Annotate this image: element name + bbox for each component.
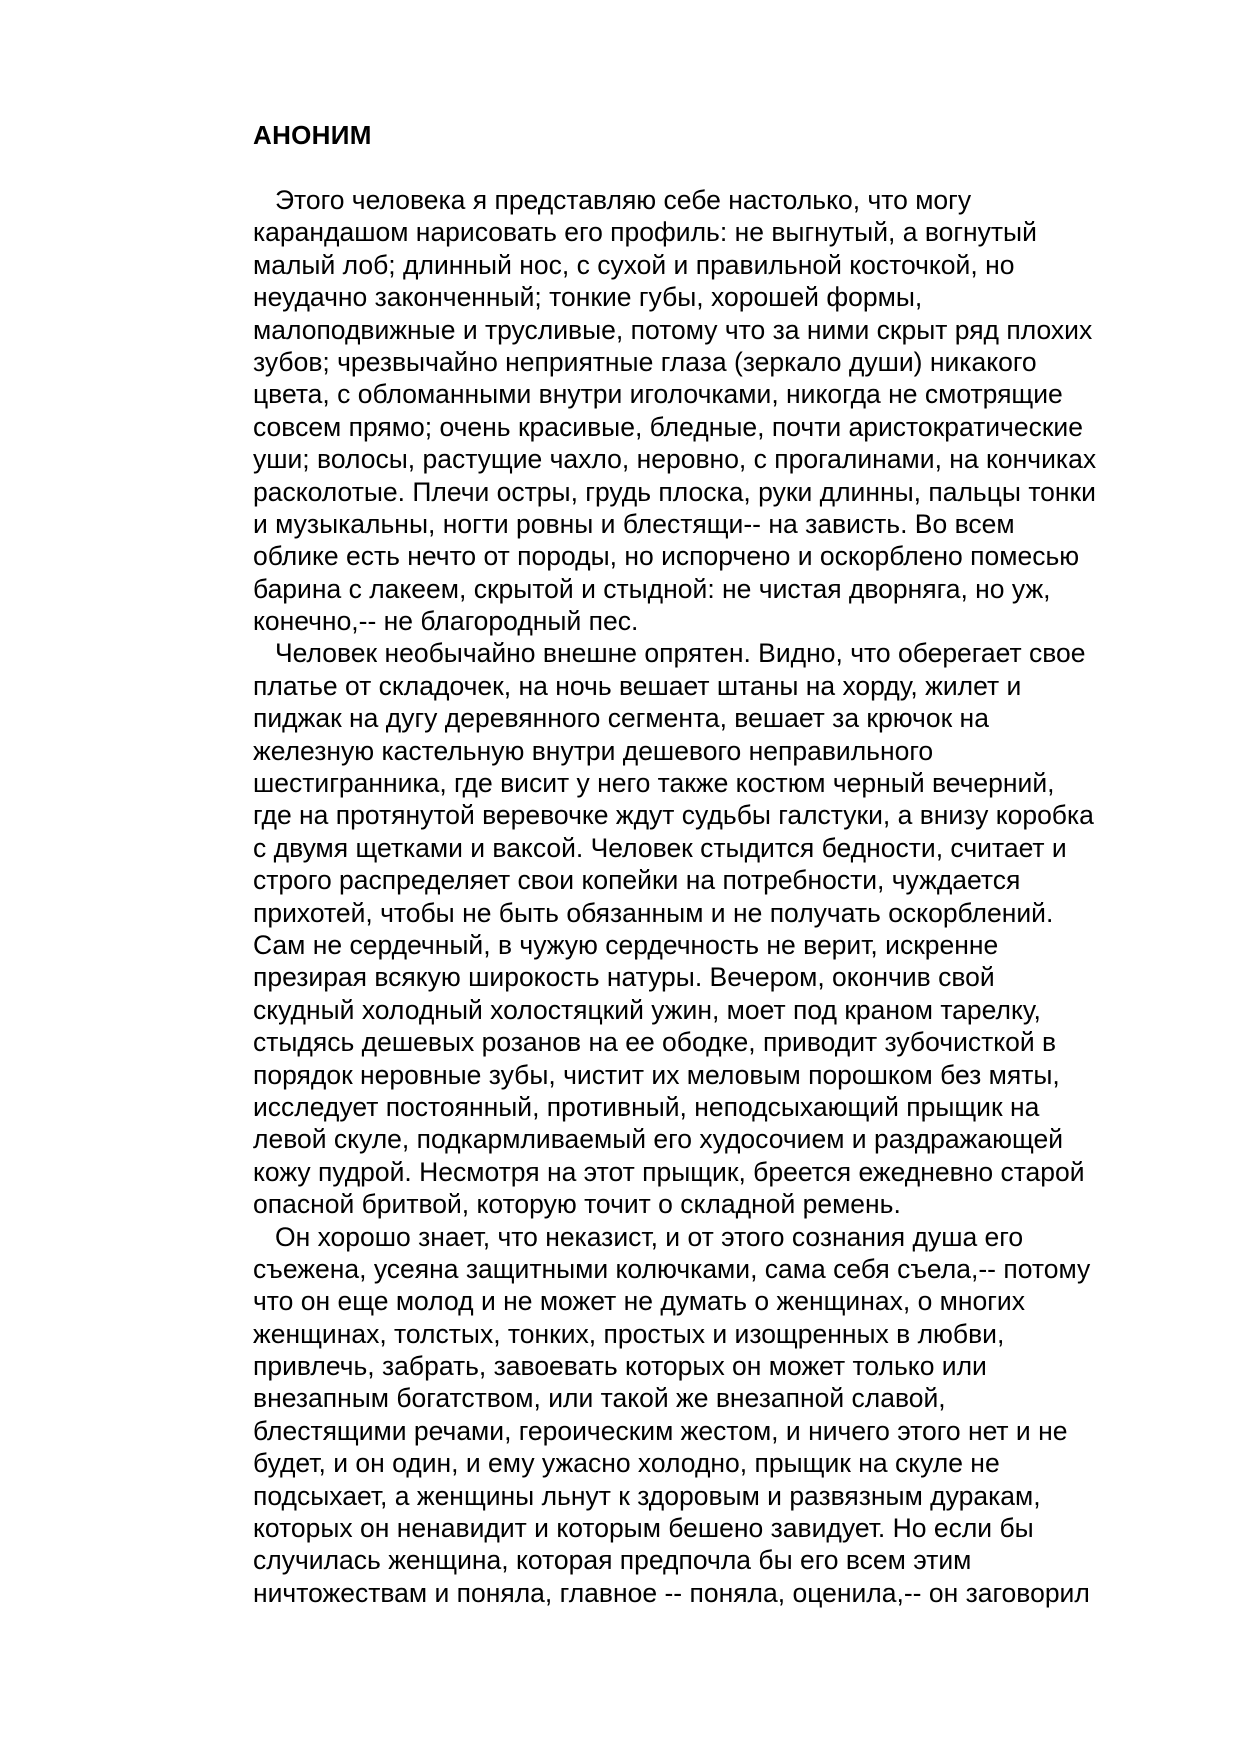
text-line: случилась женщина, которая предпочла бы его всем этим [253, 1545, 972, 1576]
text-line: Сам не сердечный, в чужую сердечность не верит, искренне [253, 929, 999, 960]
text-line: Он хорошо знает, что неказист, и от этого сознания душа его [275, 1221, 1024, 1252]
text-line: порядок неровные зубы, чистит их меловым порошком без мяты, [253, 1059, 1060, 1090]
text-line: шестигранника, где висит у него также костюм черный вечерний, [253, 768, 1055, 799]
text-line: где на протянутой веревочке ждут судьбы галстуки, а внизу коробка [253, 800, 1094, 831]
text-line: и музыкальны, ногти ровны и блестящи-- на зависть. Во всем [253, 508, 1015, 539]
text-line: подсыхает, а женщины льнут к здоровым и развязным дуракам, [253, 1480, 1041, 1511]
text-line: исследует постоянный, противный, неподсыхающий прыщик на [253, 1091, 1040, 1122]
text-line: железную кастельную внутри дешевого неправильного [253, 735, 934, 766]
text-line: строго распределяет свои копейки на потребности, чуждается [253, 865, 1021, 896]
text-line: барина с лакеем, скрытой и стыдной: не чистая дворняга, но уж, [253, 573, 1051, 604]
text-line: совсем прямо; очень красивые, бледные, почти аристократические [253, 411, 1083, 442]
text-line: Этого человека я представляю себе настолько, что могу [275, 185, 972, 215]
text-line: цвета, с обломанными внутри иголочками, никогда не смотрящие [253, 379, 1063, 410]
text-line: привлечь, забрать, завоевать которых он может только или [253, 1351, 987, 1382]
text-line: конечно,-- не благородный пес. [253, 606, 639, 637]
text-line: с двумя щетками и ваксой. Человек стыдится бедности, считает и [253, 832, 1067, 863]
text-line: скудный холодный холостяцкий ужин, моет под краном тарелку, [253, 994, 1041, 1025]
text-line: уши; волосы, растущие чахло, неровно, с прогалинами, на кончиках [253, 444, 1097, 475]
text-line: карандашом нарисовать его профиль: не выгнутый, а вогнутый [253, 217, 1037, 248]
text-line: которых он ненавидит и которым бешено завидует. Но если бы [253, 1513, 1034, 1544]
text-line: съежена, усеяна защитными колючками, сама себя съела,-- потому [253, 1253, 1091, 1284]
text-line: опасной бритвой, которую точит о складной ремень. [253, 1189, 901, 1220]
text-line: пиджак на дугу деревянного сегмента, вешает за крючок на [253, 703, 989, 734]
text-line: расколотые. Плечи остры, грудь плоска, руки длинны, пальцы тонки [253, 476, 1096, 507]
text-line: внезапным богатством, или такой же внезапной славой, [253, 1383, 946, 1414]
text-line: зубов; чрезвычайно неприятные глаза (зеркало души) никакого [253, 346, 1037, 377]
text-line: неудачно законченный; тонкие губы, хорошей формы, [253, 282, 923, 313]
text-line: будет, и он один, и ему ужасно холодно, прыщик на скуле не [253, 1448, 1000, 1479]
text-line: прихотей, чтобы не быть обязанным и не получать оскорблений. [253, 897, 1054, 928]
text-line: презирая всякую широкость натуры. Вечером, окончив свой [253, 962, 995, 993]
text-line: платье от складочек, на ночь вешает штаны на хорду, жилет и [253, 670, 1022, 701]
text-line: стыдясь дешевых розанов на ее ободке, приводит зубочисткой в [253, 1027, 1057, 1058]
text-line: Человек необычайно внешне опрятен. Видно, что оберегает свое [275, 638, 1086, 669]
document-body [253, 184, 1213, 1609]
text-line: блестящими речами, героическим жестом, и ничего этого нет и не [253, 1415, 1068, 1446]
text-line: облике есть нечто от породы, но испорчено и оскорблено помесью [253, 541, 1080, 572]
text-line: малоподвижные и трусливые, потому что за ними скрыт ряд плохих [253, 314, 1093, 345]
text-line: кожу пудрой. Несмотря на этот прыщик, бреется ежедневно старой [253, 1156, 1085, 1187]
text-line: женщинах, толстых, тонких, простых и изощренных в любви, [253, 1318, 1005, 1349]
text-line: малый лоб; длинный нос, с сухой и правильной косточкой, но [253, 249, 1015, 280]
text-line: ничтожествам и поняла, главное -- поняла, оценила,-- он заговорил [253, 1577, 1090, 1608]
text-line: левой скуле, подкармливаемый его худосочием и раздражающей [253, 1124, 1064, 1155]
text-line: что он еще молод и не может не думать о женщинах, о многих [253, 1286, 1025, 1317]
document-title: АНОНИМ [253, 120, 372, 150]
